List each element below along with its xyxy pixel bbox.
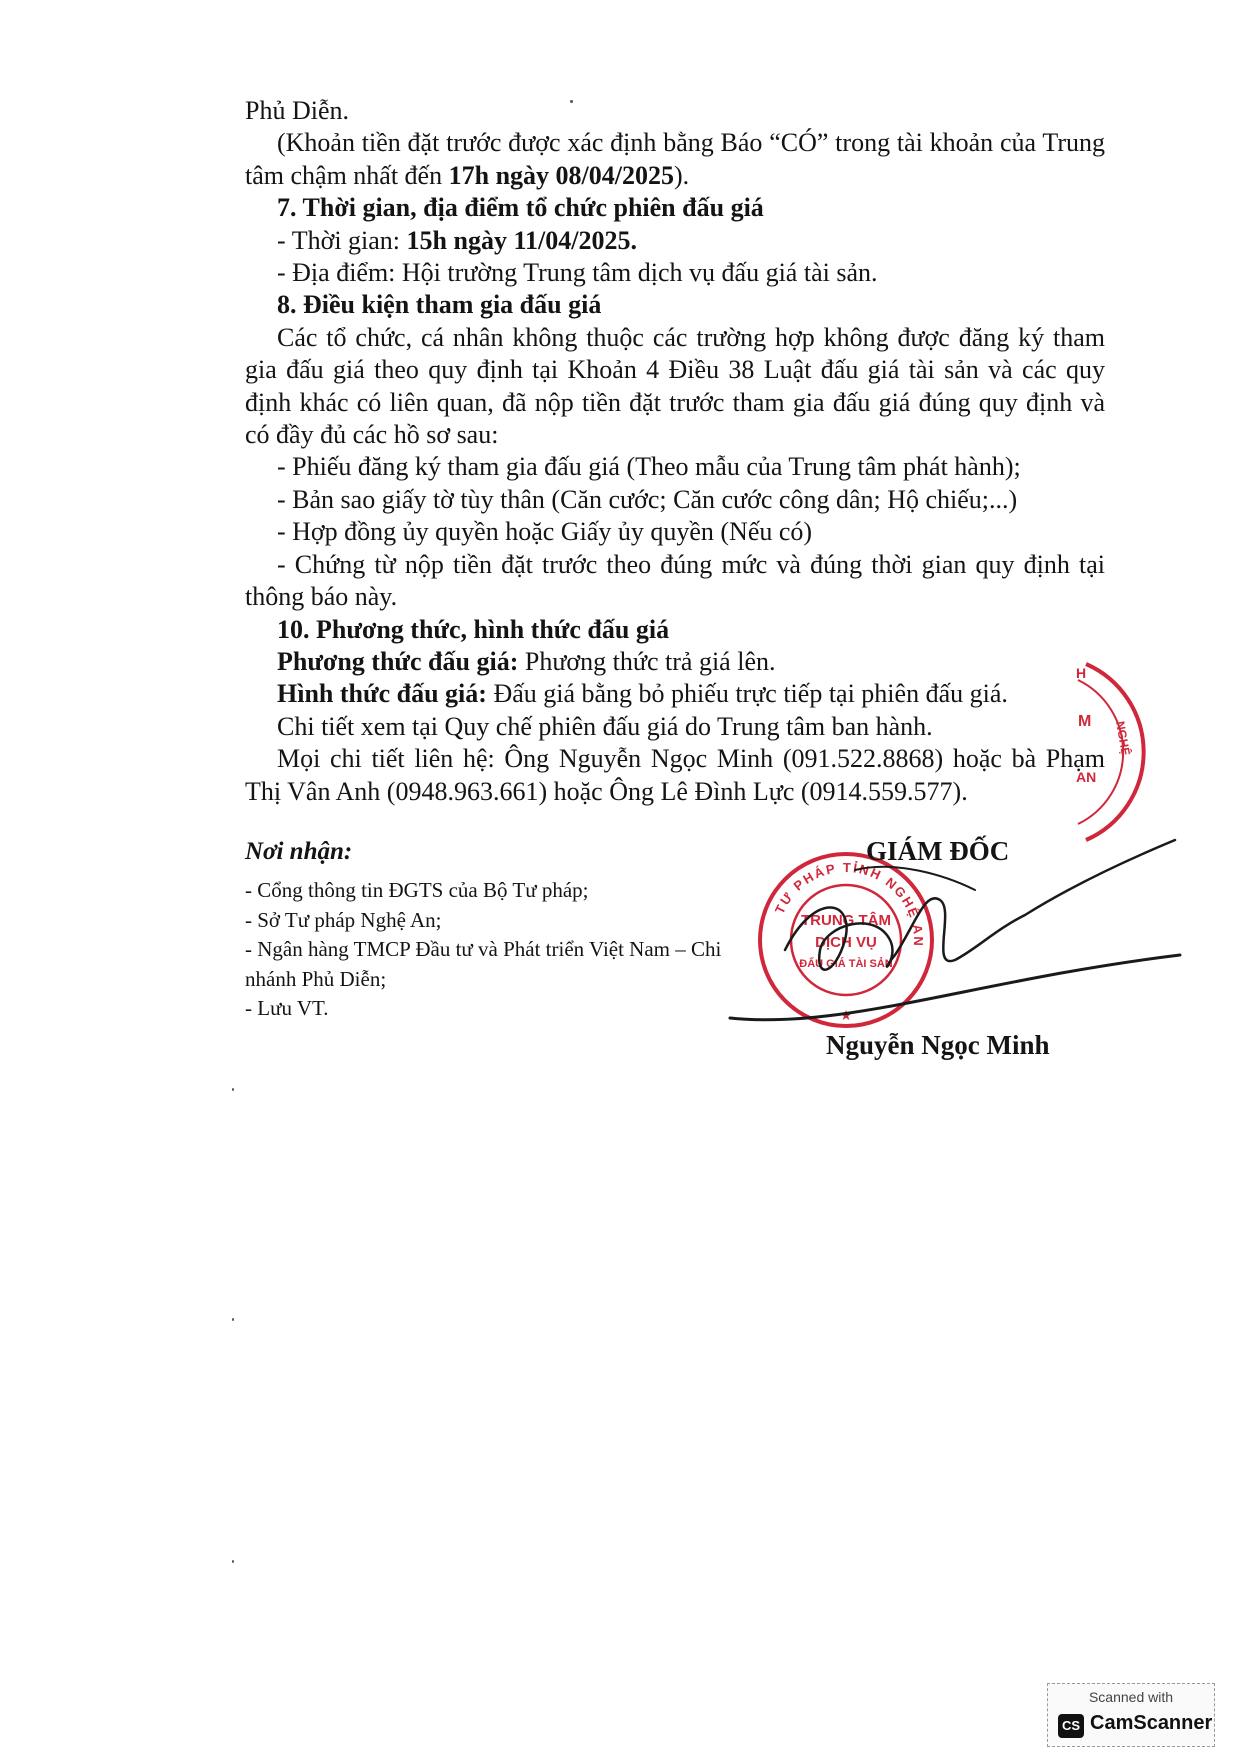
seal-ring-text: TƯ PHÁP TỈNH NGHỆ AN	[771, 859, 927, 948]
regulation-note: Chi tiết xem tại Quy chế phiên đấu giá do Trung tâm ban hành.	[277, 711, 933, 741]
seal-star-icon: ★	[839, 1009, 853, 1024]
section-7-heading: 7. Thời gian, địa điểm tổ chức phiên đấu giá	[277, 193, 764, 223]
seal-line-2: DỊCH VỤ	[815, 934, 877, 951]
section-7-place: - Địa điểm: Hội trường Trung tâm dịch vụ đấu giá tài sản.	[277, 258, 878, 288]
partial-seal-stamp	[1056, 652, 1206, 848]
section-8-paragraph: Các tổ chức, cá nhân không thuộc các trường hợp không được đăng ký tham gia đấu giá theo quy định tại Khoản 4 Điều 38 Luật đấu giá tài sản và các quy định khác có liên quan, đã nộp tiền đặt trước tham gia đấu giá đúng quy định và có đầy đủ các hồ sơ sau:	[245, 322, 1105, 450]
signer-title: GIÁM ĐỐC	[866, 836, 1010, 866]
seal-line-1: TRUNG TÂM	[801, 912, 891, 929]
scan-speck	[232, 1088, 234, 1091]
partial-seal-text: H	[1076, 665, 1087, 681]
recipient-item: - Ngân hàng TMCP Đầu tư và Phát triển Việt Nam – Chi nhánh Phủ Diễn;	[245, 937, 722, 991]
paragraph-deposit-note: (Khoản tiền đặt trước được xác định bằng Báo “CÓ” trong tài khoản của Trung tâm chậm nhất đến 17h ngày 08/04/2025).	[245, 128, 1105, 190]
seal-line-3: ĐẤU GIÁ TÀI SẢN	[799, 958, 893, 970]
body-text	[245, 95, 1105, 808]
section-10-heading: 10. Phương thức, hình thức đấu giá	[277, 614, 670, 644]
section-8-heading: 8. Điều kiện tham gia đấu giá	[277, 290, 602, 320]
requirement-item: - Chứng từ nộp tiền đặt trước theo đúng mức và đúng thời gian quy định tại thông báo này.	[245, 549, 1105, 612]
scan-speck	[232, 1318, 234, 1321]
camscanner-logo-icon: CS	[1058, 1714, 1084, 1738]
scan-speck	[570, 100, 573, 103]
camscanner-watermark	[1047, 1683, 1215, 1747]
requirement-item: - Bản sao giấy tờ tùy thân (Căn cước; Căn cước công dân; Hộ chiếu;...)	[277, 484, 1018, 514]
auction-form: Hình thức đấu giá: Đấu giá bằng bỏ phiếu trực tiếp tại phiên đấu giá.	[277, 679, 1008, 709]
auction-method: Phương thức đấu giá: Phương thức trả giá lên.	[277, 646, 776, 676]
requirement-item: - Phiếu đăng ký tham gia đấu giá (Theo mẫu của Trung tâm phát hành);	[277, 452, 1021, 482]
watermark-caption: Scanned with	[1088, 1689, 1174, 1705]
recipient-item: - Cổng thông tin ĐGTS của Bộ Tư pháp;	[245, 878, 589, 902]
scan-speck	[232, 1560, 234, 1563]
partial-seal-text: M	[1078, 713, 1092, 730]
signer-name: Nguyễn Ngọc Minh	[826, 1030, 1050, 1060]
contact-info: Mọi chi tiết liên hệ: Ông Nguyễn Ngọc Minh (091.522.8868) hoặc bà Phạm Thị Vân Anh (0948.963.661) hoặc Ông Lê Đình Lực (0914.559.577).	[245, 744, 1105, 806]
recipients-title: Nơi nhận:	[245, 838, 353, 865]
recipients-block	[245, 838, 725, 1024]
watermark-brand: CamScanner	[1090, 1712, 1213, 1734]
section-7-time: - Thời gian: 15h ngày 11/04/2025.	[277, 225, 637, 255]
recipient-item: - Lưu VT.	[245, 996, 329, 1020]
partial-seal-text: NGHỆ	[1113, 720, 1133, 757]
handwritten-signature	[725, 830, 1185, 1040]
requirement-item: - Hợp đồng ủy quyền hoặc Giấy ủy quyền (Nếu có)	[277, 517, 813, 547]
recipient-item: - Sở Tư pháp Nghệ An;	[245, 907, 442, 932]
partial-seal-text: AN	[1076, 769, 1097, 785]
paragraph-bank-branch: Phủ Diễn.	[245, 96, 349, 125]
